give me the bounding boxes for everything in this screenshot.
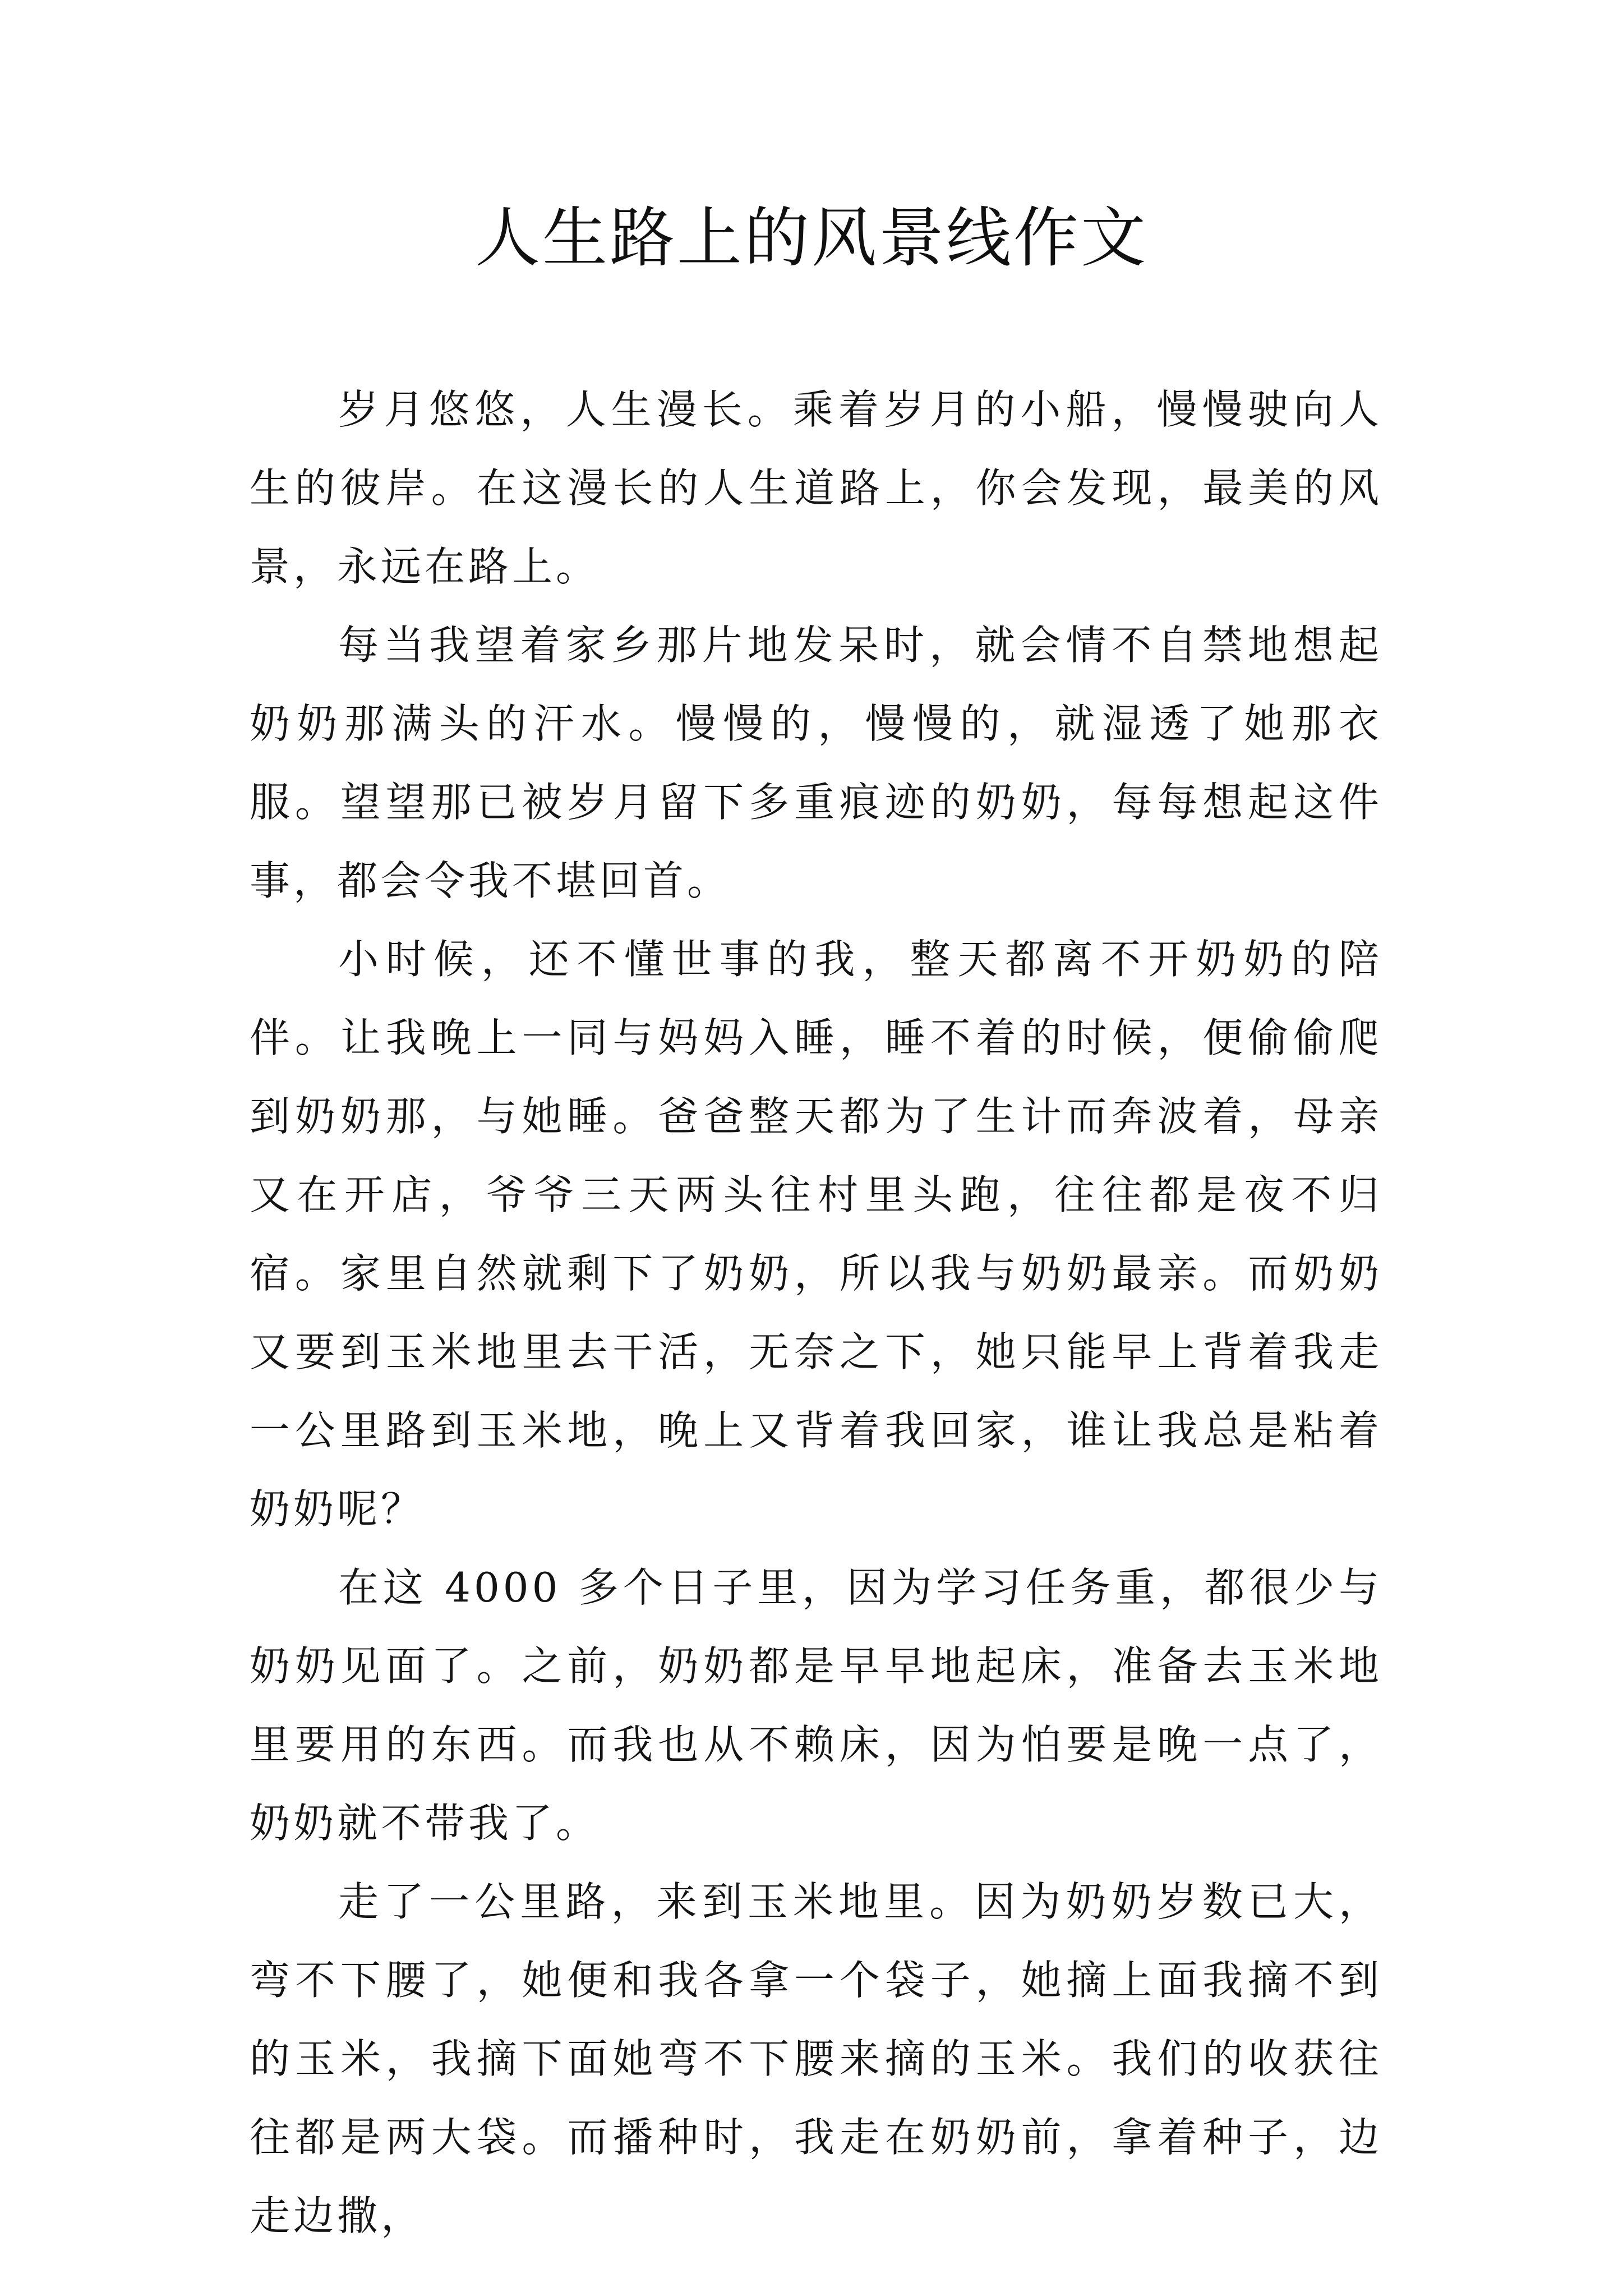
document-title: 人生路上的风景线作文 [475, 200, 1148, 276]
paragraph: 岁月悠悠，人生漫长。乘着岁月的小船，慢慢驶向人生的彼岸。在这漫长的人生道路上，你会发现，最美的风景，永远在路上。 [250, 386, 1382, 590]
paragraph: 小时候，还不懂世事的我，整天都离不开奶奶的陪伴。让我晚上一同与妈妈入睡，睡不着的时候，便偷偷爬到奶奶那，与她睡。爸爸整天都为了生计而奔波着，母亲又在开店，爷爷三天两头往村里头跑，往往都是夜不归宿。家里自然就剩下了奶奶，所以我与奶奶最亲。而奶奶又要到玉米地里去干活，无奈之下，她只能早上背着我走一公里路到玉米地，晚上又背着我回家，谁让我总是粘着奶奶呢？ [250, 936, 1382, 1533]
paragraph: 每当我望着家乡那片地发呆时，就会情不自禁地想起奶奶那满头的汗水。慢慢的，慢慢的，就湿透了她那衣服。望望那已被岁月留下多重痕迹的奶奶，每每想起这件事，都会令我不堪回首。 [250, 622, 1382, 904]
document-body [250, 370, 1382, 2255]
paragraph: 在这 4000 多个日子里，因为学习任务重，都很少与奶奶见面了。之前，奶奶都是早早地起床，准备去玉米地里要用的东西。而我也从不赖床，因为怕要是晚一点了，奶奶就不带我了。 [250, 1564, 1382, 1847]
paragraph: 走了一公里路，来到玉米地里。因为奶奶岁数已大，弯不下腰了，她便和我各拿一个袋子，她摘上面我摘不到的玉米，我摘下面她弯不下腰来摘的玉米。我们的收获往往都是两大袋。而播种时，我走在奶奶前，拿着种子，边走边撒， [250, 1878, 1382, 2239]
